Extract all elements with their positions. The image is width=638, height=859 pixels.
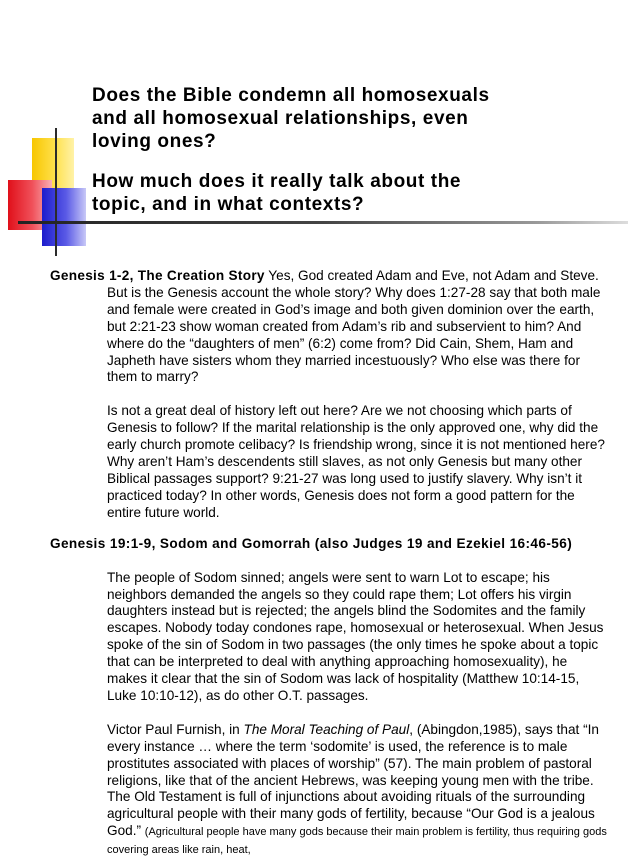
- section-title: Genesis 1-2, The Creation Story: [50, 268, 265, 283]
- heading-line: loving ones?: [92, 131, 217, 152]
- vertical-rule: [55, 128, 57, 256]
- horizontal-rule: [18, 221, 628, 224]
- question-heading-1: [92, 84, 612, 153]
- heading-line: and all homosexual relationships, even: [92, 108, 469, 129]
- text-run: , (Abingdon,1985), says that “In every instance … where the term ‘sodomite’ is used, the reference is to male prostitutes associated with places of worship” (57). The main problem of pastoral religions, like that of the ancient Hebrews, was keeping young men with the tribe. The Old Testament is full of injunctions about avoiding rituals of the surrounding agricultural people with their many gods of fertility, because “Our God is a jealous God.”: [107, 721, 599, 839]
- heading-line: How much does it really talk about the: [92, 171, 462, 192]
- paragraph: [50, 722, 610, 859]
- question-heading-2: [92, 170, 612, 216]
- genesis-creation-section: [50, 268, 610, 386]
- text-run: Victor Paul Furnish, in: [107, 721, 244, 737]
- parenthetical-note: (Agricultural people have many gods because their main problem is fertility, thus requiring gods covering areas like rain, heat,: [107, 826, 607, 857]
- book-title: The Moral Teaching of Paul: [243, 721, 410, 737]
- section-title: Genesis 19:1-9, Sodom and Gomorrah (also Judges 19 and Ezekiel 16:46-56): [50, 535, 573, 551]
- section-intro: Yes, God created Adam and Eve, not Adam and Steve. But is the Genesis account the whole story? Why does 1:27-28 say that both male and female were created in God’s image and both given dominion over the earth, but 2:21-23 show woman created from Adam’s rib and subservient to him? And where do the “daughters of men” (6:2) come from? Did Cain, Shem, Ham and Japheth have sisters whom they married incestuously? Who else was there for them to marry?: [107, 268, 601, 385]
- paragraph: The people of Sodom sinned; angels were sent to warn Lot to escape; his neighbors demanded the angels so they could rape them; Lot offers his virgin daughters instead but is rejected; the angels blind the Sodomites and the family escapes. Nobody today condones rape, homosexual or heterosexual. When Jesus spoke of the sin of Sodom in two passages (the only times he spoke about a topic that can be interpreted to deal with anything approaching homosexuality), he makes it clear that the sin of Sodom was lack of hospitality (Matthew 10:14-15, Luke 10:10-12), as do other O.T. passages.: [107, 569, 604, 703]
- blue-decor-block: [42, 188, 86, 246]
- document-body: [50, 268, 610, 859]
- paragraph: Is not a great deal of history left out here? Are we not choosing which parts of Genesis to follow? If the marital relationship is the only approved one, why did the early church promote celibacy? Is friendship wrong, since it is not mentioned here? Why aren’t Ham’s descendents still slaves, as not only Genesis but many other Biblical passages support? 9:21-27 was long used to justify slavery. Why isn’t it practiced today? In other words, Genesis does not form a good pattern for the entire future world.: [107, 403, 605, 520]
- heading-line: Does the Bible condemn all homosexuals: [92, 85, 490, 106]
- heading-line: topic, and in what contexts?: [92, 194, 365, 215]
